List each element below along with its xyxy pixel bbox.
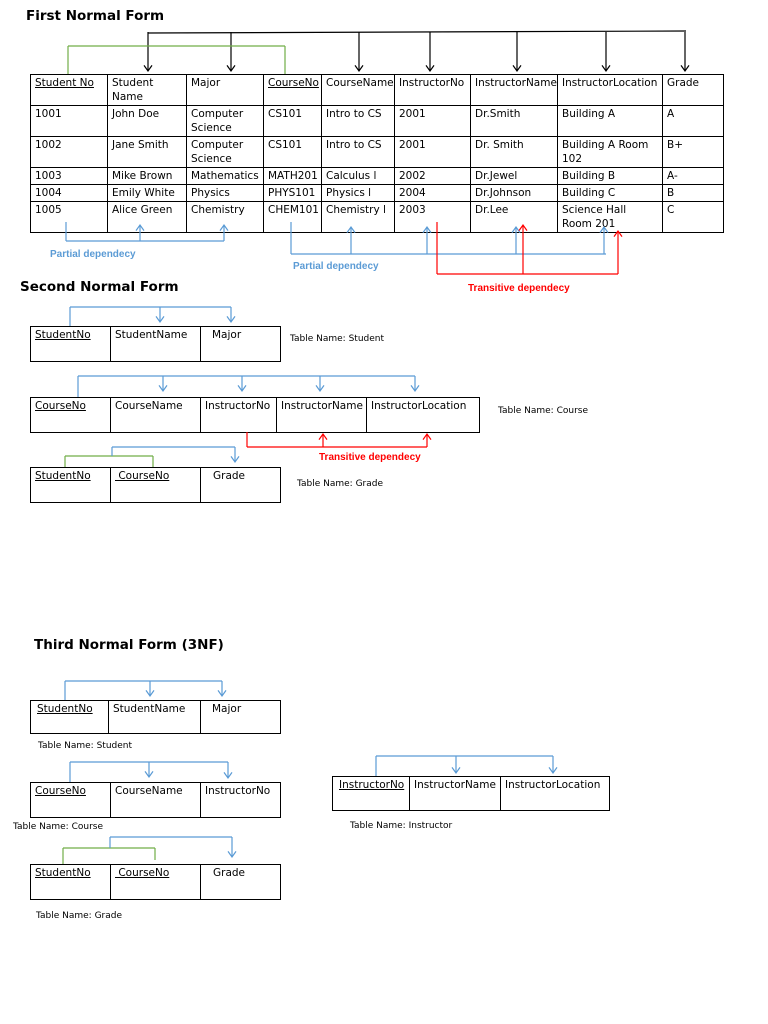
table-cell: 2004	[395, 185, 471, 202]
table-cell: Computer Science	[187, 106, 264, 137]
table-cell: MATH201	[264, 168, 322, 185]
table-cell: Building C	[558, 185, 663, 202]
transitive-dependency-label: Transitive dependecy	[468, 283, 570, 294]
column-header: InstructorNo	[333, 777, 410, 811]
column-header: Major	[201, 327, 281, 362]
table-cell: B	[663, 185, 724, 202]
table-name-label: Table Name: Student	[290, 334, 385, 344]
table-name-label: Table Name: Grade	[297, 479, 384, 489]
table-name-label: Table Name: Instructor	[350, 821, 453, 831]
column-header: InstructorNo	[201, 398, 277, 433]
column-header: StudentNo	[31, 468, 111, 503]
table-cell: 2003	[395, 202, 471, 233]
table-cell: 2002	[395, 168, 471, 185]
table-cell: 2001	[395, 137, 471, 168]
table-name-label: Table Name: Student	[38, 741, 133, 751]
table-name-label: Table Name: Course	[13, 822, 103, 832]
table-cell: 1002	[31, 137, 108, 168]
table-cell: Intro to CS	[322, 137, 395, 168]
first-normal-form-heading: First Normal Form	[26, 8, 165, 24]
table-cell: John Doe	[108, 106, 187, 137]
table-cell: Building A	[558, 106, 663, 137]
table-cell: Calculus l	[322, 168, 395, 185]
table-cell: 1001	[31, 106, 108, 137]
column-header: Student No	[31, 75, 108, 106]
table-cell: 2001	[395, 106, 471, 137]
column-header: Major	[201, 701, 281, 734]
table-cell: Computer Science	[187, 137, 264, 168]
column-header: CourseName	[111, 783, 201, 818]
column-header: Grade	[201, 468, 281, 503]
table-cell: Alice Green	[108, 202, 187, 233]
column-header: StudentNo	[31, 701, 109, 734]
column-header: StudentNo	[31, 865, 111, 900]
column-header: InstructorNo	[201, 783, 281, 818]
table-cell: Dr.Lee	[471, 202, 558, 233]
table-cell: B+	[663, 137, 724, 168]
table-cell: Emily White	[108, 185, 187, 202]
column-header: CourseName	[111, 398, 201, 433]
third-normal-form-heading: Third Normal Form (3NF)	[34, 637, 224, 653]
column-header: StudentNo	[31, 327, 111, 362]
column-header: StudentName	[111, 327, 201, 362]
column-header: CourseName	[322, 75, 395, 106]
table-cell: Dr.Smith	[471, 106, 558, 137]
transitive-dependency-label: Transitive dependecy	[319, 452, 421, 463]
table-cell: A	[663, 106, 724, 137]
column-header: Grade	[663, 75, 724, 106]
table-cell: Physics	[187, 185, 264, 202]
table-cell: C	[663, 202, 724, 233]
column-header: Student Name	[108, 75, 187, 106]
table-name-label: Table Name: Course	[498, 406, 588, 416]
table-cell: Jane Smith	[108, 137, 187, 168]
column-header: CourseNo	[111, 865, 201, 900]
column-header: CourseNo	[264, 75, 322, 106]
table-cell: Science Hall Room 201	[558, 202, 663, 233]
second-normal-form-heading: Second Normal Form	[20, 279, 179, 295]
column-header: Grade	[201, 865, 281, 900]
table-cell: Mike Brown	[108, 168, 187, 185]
table-cell: Dr.Johnson	[471, 185, 558, 202]
partial-dependency-label: Partial dependecy	[50, 249, 136, 260]
column-header: InstructorLocation	[501, 777, 610, 811]
table-cell: CS101	[264, 106, 322, 137]
table-cell: Physics l	[322, 185, 395, 202]
table-cell: Chemistry l	[322, 202, 395, 233]
full-dependency-line	[148, 31, 686, 33]
table-cell: CS101	[264, 137, 322, 168]
table-cell: Building B	[558, 168, 663, 185]
table-cell: Intro to CS	[322, 106, 395, 137]
column-header: StudentName	[109, 701, 201, 734]
table-cell: 1003	[31, 168, 108, 185]
table-cell: Building A Room 102	[558, 137, 663, 168]
table-cell: PHYS101	[264, 185, 322, 202]
column-header: InstructorName	[471, 75, 558, 106]
table-cell: Mathematics	[187, 168, 264, 185]
table-cell: Dr.Jewel	[471, 168, 558, 185]
column-header: CourseNo	[31, 398, 111, 433]
column-header: InstructorLocation	[558, 75, 663, 106]
column-header: InstructorNo	[395, 75, 471, 106]
table-cell: Chemistry	[187, 202, 264, 233]
table-cell: CHEM101	[264, 202, 322, 233]
partial-dependency-label: Partial dependecy	[293, 261, 379, 272]
table-cell: 1005	[31, 202, 108, 233]
table-name-label: Table Name: Grade	[36, 911, 123, 921]
column-header: CourseNo	[31, 783, 111, 818]
column-header: InstructorName	[277, 398, 367, 433]
table-cell: Dr. Smith	[471, 137, 558, 168]
table-cell: 1004	[31, 185, 108, 202]
column-header: CourseNo	[111, 468, 201, 503]
column-header: Major	[187, 75, 264, 106]
column-header: InstructorName	[410, 777, 501, 811]
table-cell: A-	[663, 168, 724, 185]
column-header: InstructorLocation	[367, 398, 480, 433]
